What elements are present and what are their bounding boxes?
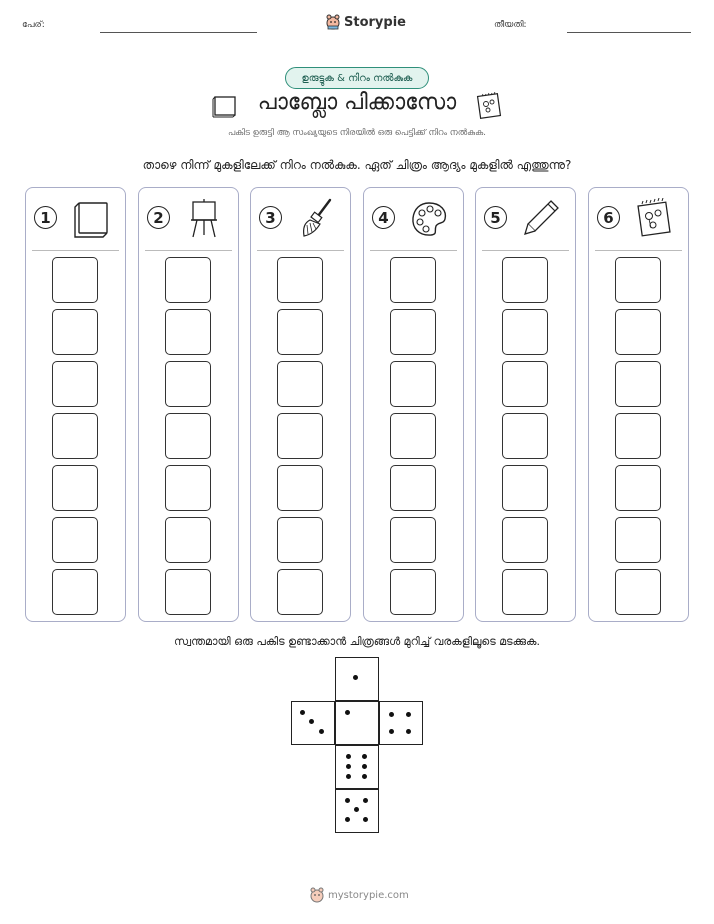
color-box[interactable] [52, 309, 98, 355]
dice-pip [346, 764, 351, 769]
paintbrush-icon [296, 198, 336, 238]
color-box[interactable] [277, 257, 323, 303]
color-box[interactable] [390, 309, 436, 355]
storypie-mascot-icon [310, 887, 324, 903]
column-number: 2 [147, 206, 170, 229]
color-box[interactable] [502, 361, 548, 407]
dice-pip [362, 754, 367, 759]
instruction-text: താഴെ നിന്ന് മുകളിലേക്ക് നിറം നൽകുക. ഏത് ചിത്രം ആദ്യം മുകളിൽ എത്തുന്നു? [142, 158, 572, 172]
dice-face-right [379, 701, 423, 745]
page-title: പാബ്ലോ പിക്കാസോ [257, 90, 457, 115]
dice-pip [354, 807, 359, 812]
color-box[interactable] [390, 517, 436, 563]
dice-pip [345, 798, 350, 803]
column-number: 1 [34, 206, 57, 229]
footer-url[interactable]: mystorypie.com [328, 889, 409, 901]
canvas-icon [71, 198, 111, 238]
dice-pip [300, 710, 305, 715]
activity-tag: ഉരുട്ടുക & നിറം നൽകുക [285, 67, 429, 89]
sketchbook-icon [476, 92, 502, 120]
color-box[interactable] [277, 517, 323, 563]
color-box[interactable] [165, 413, 211, 459]
color-box[interactable] [615, 413, 661, 459]
color-box[interactable] [502, 413, 548, 459]
dice-pip [309, 719, 314, 724]
color-box[interactable] [52, 413, 98, 459]
dice-pip [363, 817, 368, 822]
column-1 [25, 187, 126, 622]
easel-icon [184, 198, 224, 238]
column-3 [250, 187, 351, 622]
color-box[interactable] [165, 465, 211, 511]
brand-name: Storypie [344, 14, 406, 30]
color-box[interactable] [277, 413, 323, 459]
color-box[interactable] [390, 413, 436, 459]
dice-face-lower [335, 745, 379, 789]
color-box[interactable] [52, 257, 98, 303]
page-subtitle: പകിട ഉരുട്ടി ആ സംഖ്യയുടെ നിരയിൽ ഒരു പെട്ടിക്ക് നിറം നൽകുക. [228, 128, 486, 138]
dice-pip [346, 774, 351, 779]
color-box[interactable] [165, 257, 211, 303]
dice-pip [362, 774, 367, 779]
dice-pip [389, 712, 394, 717]
color-box[interactable] [52, 517, 98, 563]
column-6 [588, 187, 689, 622]
color-box[interactable] [277, 465, 323, 511]
color-box[interactable] [502, 569, 548, 615]
column-number: 3 [259, 206, 282, 229]
color-box[interactable] [615, 257, 661, 303]
brand-logo [326, 14, 406, 30]
name-label: പേര്: [22, 20, 45, 30]
dice-pip [363, 798, 368, 803]
canvas-icon [212, 93, 238, 119]
column-divider [370, 250, 457, 251]
dice-face-bottom [335, 789, 379, 833]
footer [310, 887, 409, 903]
color-box[interactable] [165, 569, 211, 615]
dice-pip [346, 754, 351, 759]
color-box[interactable] [165, 517, 211, 563]
column-number: 5 [484, 206, 507, 229]
date-label: തീയതി: [494, 20, 527, 30]
color-box[interactable] [502, 257, 548, 303]
dice-pip [362, 764, 367, 769]
column-divider [595, 250, 682, 251]
dice-pip [406, 729, 411, 734]
dice-face-top [335, 657, 379, 701]
column-divider [145, 250, 232, 251]
dice-pip [353, 675, 358, 680]
sketchbook-icon [634, 198, 674, 238]
pencil-icon [521, 198, 561, 238]
dice-pip [345, 817, 350, 822]
color-box[interactable] [502, 465, 548, 511]
color-box[interactable] [615, 465, 661, 511]
dice-pip [319, 729, 324, 734]
color-box[interactable] [615, 569, 661, 615]
color-box[interactable] [165, 361, 211, 407]
dice-face-center [335, 701, 379, 745]
column-4 [363, 187, 464, 622]
color-box[interactable] [52, 569, 98, 615]
fold-instruction: സ്വന്തമായി ഒരു പകിട ഉണ്ടാക്കാൻ ചിത്രങ്ങൾ മുറിച്ച് വരകളിലൂടെ മടക്കുക. [174, 635, 540, 648]
color-box[interactable] [277, 309, 323, 355]
palette-icon [409, 198, 449, 238]
column-divider [257, 250, 344, 251]
color-box[interactable] [277, 569, 323, 615]
color-box[interactable] [502, 309, 548, 355]
color-box[interactable] [52, 465, 98, 511]
color-box[interactable] [52, 361, 98, 407]
color-box[interactable] [165, 309, 211, 355]
column-2 [138, 187, 239, 622]
dice-pip [406, 712, 411, 717]
column-divider [32, 250, 119, 251]
color-box[interactable] [390, 257, 436, 303]
column-5 [475, 187, 576, 622]
date-line[interactable] [567, 32, 691, 33]
column-number: 6 [597, 206, 620, 229]
dice-face-left [291, 701, 335, 745]
color-box[interactable] [390, 361, 436, 407]
color-box[interactable] [390, 465, 436, 511]
color-box[interactable] [615, 517, 661, 563]
column-number: 4 [372, 206, 395, 229]
storypie-mascot-icon [326, 14, 340, 30]
color-box[interactable] [615, 309, 661, 355]
color-box[interactable] [502, 517, 548, 563]
dice-pip [389, 729, 394, 734]
color-box[interactable] [277, 361, 323, 407]
column-divider [482, 250, 569, 251]
color-box[interactable] [390, 569, 436, 615]
name-line[interactable] [100, 32, 257, 33]
dice-pip [345, 710, 350, 715]
color-box[interactable] [615, 361, 661, 407]
